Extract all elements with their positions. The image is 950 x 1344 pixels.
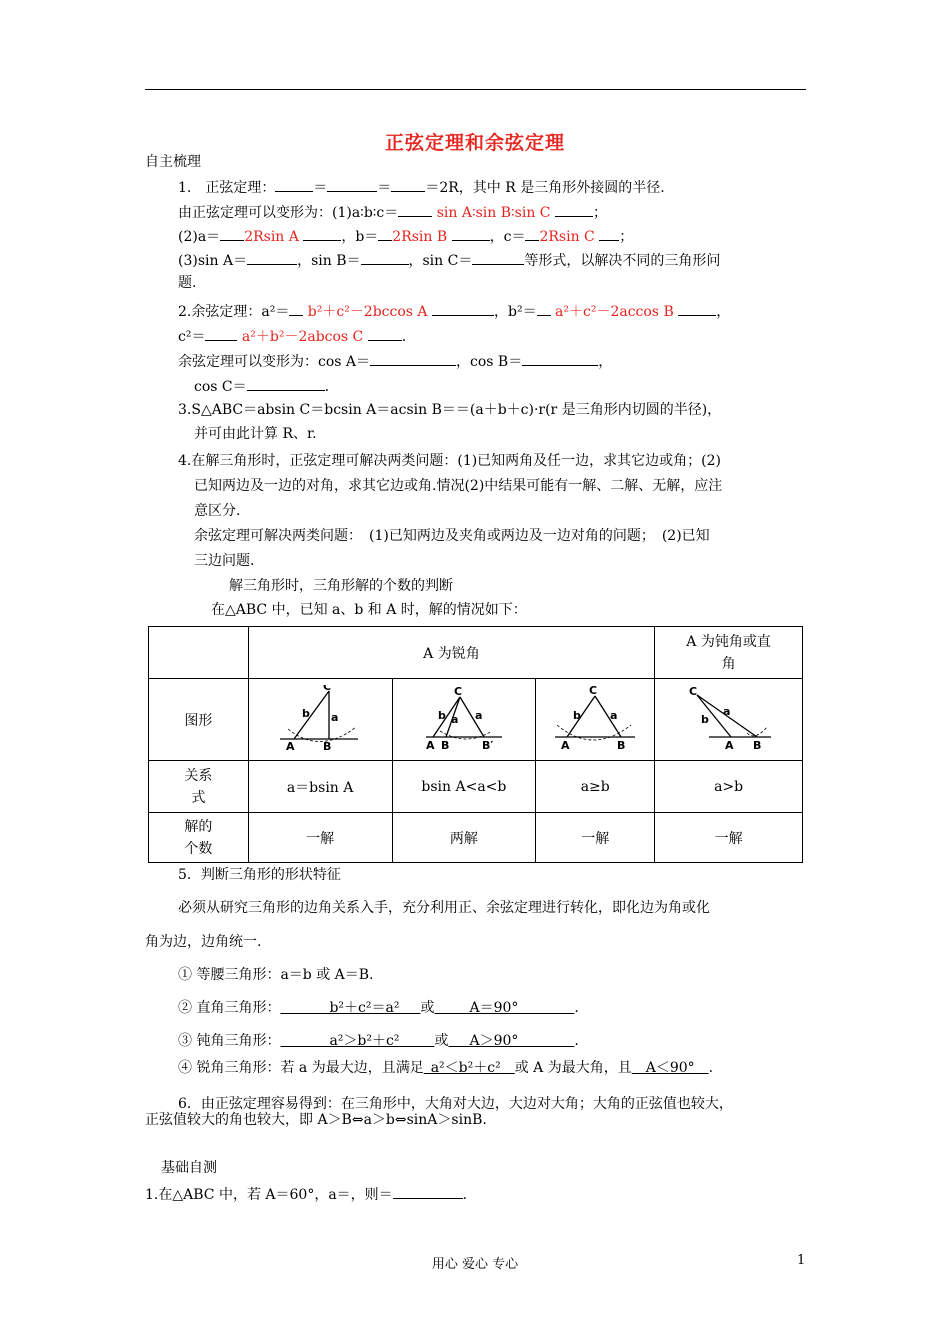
cosine-law-line: 2.余弦定理：a²＝ b²＋c²－2bccos A ，b²＝ a²＋c²－2accos B ， bbox=[178, 300, 730, 322]
svg-text:C: C bbox=[453, 684, 462, 698]
page-number: 1 bbox=[797, 1253, 806, 1268]
svg-text:a: a bbox=[722, 704, 731, 718]
relation-cell: bsin A<a<b bbox=[392, 761, 536, 813]
shape-paragraph-2: 角为边，边角统一. bbox=[145, 934, 262, 950]
header-rule bbox=[145, 89, 806, 90]
svg-text:a: a bbox=[474, 708, 483, 722]
relation-cell: a≥b bbox=[536, 761, 655, 813]
svg-text:B′: B′ bbox=[481, 738, 494, 751]
right-triangle-line: ② 直角三角形： b²＋c²＝a² 或 A＝90° . bbox=[178, 1000, 579, 1016]
triangle-figure-obtuse bbox=[687, 685, 771, 751]
count-cell: 一解 bbox=[248, 813, 392, 863]
solving-note-5: 三边问题. bbox=[194, 553, 255, 569]
svg-text:b: b bbox=[437, 708, 446, 722]
relation-cell: a＝bsin A bbox=[248, 761, 392, 813]
cosine-law-line-2: c²＝ a²＋b²－2abcos C . bbox=[178, 325, 406, 347]
svg-text:B: B bbox=[752, 738, 761, 751]
table-row bbox=[149, 679, 803, 761]
figure-right-case bbox=[248, 679, 392, 761]
row-label-count: 解的 个数 bbox=[149, 813, 249, 863]
area-formula-cont: 并可由此计算 R、r. bbox=[194, 426, 317, 442]
triangle-figure-one-solution bbox=[280, 685, 360, 751]
area-formula: 3.S△ABC＝absin C＝bcsin A＝acsin B＝＝(a＋b＋c)·r(r 是三角形内切圆的半径)， bbox=[178, 402, 722, 418]
isosceles-line: ① 等腰三角形：a＝b 或 A＝B. bbox=[178, 967, 374, 983]
sine-comparison-1: 6．由正弦定理容易得到：在三角形中，大角对大边，大边对大角；大角的正弦值也较大， bbox=[178, 1096, 733, 1112]
footer-text: 用心 爱心 专心 bbox=[431, 1257, 519, 1272]
svg-text:A: A bbox=[724, 738, 734, 751]
sine-comparison-2: 正弦值较大的角也较大，即 A＞B⇔a＞b⇔sinA＞sinB. bbox=[145, 1112, 487, 1128]
solving-note-1: 4.在解三角形时，正弦定理可解决两类问题：(1)已知两角及任一边，求其它边或角；(2) bbox=[178, 453, 722, 469]
table-row bbox=[149, 761, 803, 813]
case-heading: 解三角形时，三角形解的个数的判断 bbox=[229, 578, 453, 594]
triangle-figure-a-ge-b bbox=[553, 685, 637, 751]
page-title: 正弦定理和余弦定理 bbox=[384, 132, 565, 154]
section-heading-review: 自主梳理 bbox=[145, 154, 201, 170]
svg-text:b: b bbox=[573, 708, 582, 722]
sine-law-variant-3: (3)sin A＝ ，sin B＝ ，sin C＝ 等形式，以解决不同的三角形问 bbox=[178, 249, 720, 271]
cosine-law-variant: 余弦定理可以变形为：cos A＝ ，cos B＝ ， bbox=[178, 350, 612, 372]
sine-law-variant-3-cont: 题. bbox=[178, 275, 197, 291]
table-row bbox=[149, 813, 803, 863]
sine-law-variant-2: (2)a＝ 2Rsin A ，b＝ 2Rsin B ，c＝ 2Rsin C ； bbox=[178, 225, 633, 247]
svg-text:A: A bbox=[561, 738, 570, 751]
svg-text:C: C bbox=[323, 684, 332, 693]
shape-paragraph-1: 必须从研究三角形的边角关系入手，充分利用正、余弦定理进行转化，即化边为角或化 bbox=[178, 900, 710, 916]
solving-note-3: 意区分. bbox=[194, 503, 241, 519]
figure-two-solutions bbox=[392, 679, 536, 761]
solving-note-4: 余弦定理可解决两类问题： (1)已知两边及夹角或两边及一边对角的问题； (2)已知 bbox=[194, 528, 710, 544]
figure-obtuse bbox=[655, 679, 803, 761]
svg-text:A: A bbox=[425, 738, 435, 751]
acute-triangle-line: ④ 锐角三角形：若 a 为最大边，且满足 a²＜b²＋c² 或 A 为最大角，且 A＜90° . bbox=[178, 1060, 714, 1076]
svg-text:b: b bbox=[302, 706, 310, 720]
header-acute: A 为锐角 bbox=[248, 627, 654, 679]
triangle-figure-two-solutions bbox=[422, 685, 506, 751]
svg-text:B: B bbox=[323, 739, 332, 751]
question-1: 1.在△ABC 中，若 A＝60°，a＝，则＝ . bbox=[145, 1183, 467, 1205]
svg-text:B: B bbox=[617, 738, 626, 751]
count-cell: 两解 bbox=[392, 813, 536, 863]
svg-text:C: C bbox=[589, 684, 598, 697]
svg-text:B: B bbox=[440, 738, 450, 751]
cosine-law-variant-cont: cos C＝ . bbox=[194, 375, 329, 397]
svg-text:C: C bbox=[688, 684, 697, 698]
section-heading-selftest: 基础自测 bbox=[161, 1160, 217, 1176]
svg-text:b: b bbox=[700, 712, 709, 726]
relation-cell: a>b bbox=[655, 761, 803, 813]
table-cell-empty bbox=[149, 627, 249, 679]
svg-text:A: A bbox=[286, 739, 295, 751]
row-label-figure: 图形 bbox=[149, 679, 249, 761]
case-intro: 在△ABC 中，已知 a、b 和 A 时，解的情况如下： bbox=[211, 602, 527, 618]
shape-heading: 5．判断三角形的形状特征 bbox=[178, 867, 341, 883]
count-cell: 一解 bbox=[655, 813, 803, 863]
svg-text:a: a bbox=[610, 708, 618, 722]
row-label-relation: 关系 式 bbox=[149, 761, 249, 813]
solving-note-2: 已知两边及一边的对角，求其它边或角.情况(2)中结果可能有一解、二解、无解，应注 bbox=[194, 478, 723, 494]
table-row bbox=[149, 627, 803, 679]
count-cell: 一解 bbox=[536, 813, 655, 863]
svg-text:a: a bbox=[331, 710, 339, 724]
sine-law-variant-1: 由正弦定理可以变形为：(1)a∶b∶c＝ sin A∶sin B∶sin C ； bbox=[178, 201, 607, 223]
solution-count-table bbox=[148, 626, 803, 863]
svg-text:a: a bbox=[450, 712, 459, 726]
obtuse-triangle-line: ③ 钝角三角形： a²＞b²＋c² 或 A＞90° . bbox=[178, 1033, 579, 1049]
sine-law-line: 1. 正弦定理： ＝ ＝ ＝2R，其中 R 是三角形外接圆的半径. bbox=[178, 176, 665, 198]
figure-a-ge-b bbox=[536, 679, 655, 761]
header-obtuse: A 为钝角或直 角 bbox=[655, 627, 803, 679]
